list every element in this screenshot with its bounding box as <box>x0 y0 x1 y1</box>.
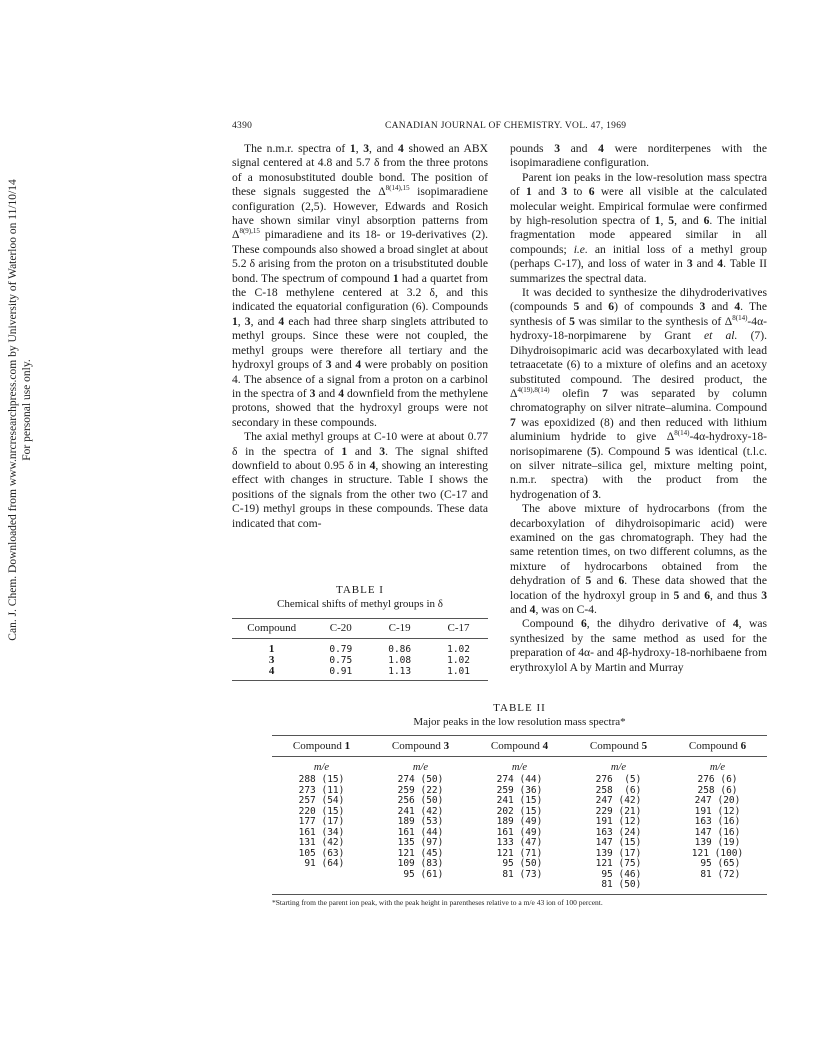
shift-cell: 1.13 <box>370 666 429 681</box>
compound-ref: 3 <box>554 142 560 155</box>
shift-cell: 1.01 <box>429 666 488 681</box>
compound-ref: 4 <box>598 142 604 155</box>
page-number: 4390 <box>232 121 253 131</box>
left-paragraph: The n.m.r. spectra of 1, 3, and 4 showed an ABX signal centered at 4.8 and 5.7 δ from the three protons of a monosubstituted double bond. The position of these signals suggested the $\Delta^{8(14),15}$ isopimaradiene configuration (2,5). However, Edwards and Rosich have shown similar vinyl absorption patterns from $\Delta^{8(9),15}$ pimaradiene and its 18- or 19-derivatives (2). These compounds also showed a broad singlet at about 5.2 δ arising from the proton on a trisubstituted double bond. The spectrum of compound 1 had a quartet from the C-18 methylene centered at 3.2 δ, and this indicated the equatorial configuration (6). Compounds 1, 3, and 4 each had three sharp singlets attributed to methyl groups. Since these were not coupled, the methyl groups were therefore all tertiary and the hydroxyl groups of 3 and 4 were probably on position 4. The absence of a signal from a proton on a carbinol in the spectra of 3 and 4 downfield from the methylene protons, showed that the hydroxyl groups were not secondary in these compounds. <box>232 142 489 429</box>
peak-value: 276 (6) <box>697 774 738 785</box>
compound-ref: 4 <box>717 257 724 271</box>
mz-label: m/e <box>313 762 330 773</box>
compound-number: 6 <box>740 740 747 752</box>
compound-ref: 6 <box>588 185 595 199</box>
peak-value: 95 (65) <box>694 858 741 869</box>
peak-value: 121 (100) <box>691 847 744 859</box>
table-2-col-header: Compound 5 <box>569 736 668 757</box>
compound-ref: 5 <box>673 588 680 602</box>
table-2-caption: Major peaks in the low resolution mass spectra* <box>413 716 626 728</box>
download-notice-line2: For personal use only. <box>21 359 33 461</box>
shift-cell: 0.91 <box>311 666 370 681</box>
peak-value: 220 (15) <box>298 805 345 817</box>
peak-value: 288 (15) <box>298 774 345 785</box>
superscript: 8(14),15 <box>385 184 410 193</box>
peak-value: 81 (72) <box>694 868 741 880</box>
compound-cell: 1 <box>268 643 275 655</box>
peak-value: 95 (46) <box>595 868 642 880</box>
compound-ref: 5 <box>664 444 671 458</box>
peak-value: 276 (5) <box>595 774 642 785</box>
superscript: 4(19),8(14) <box>517 386 550 395</box>
table-1-grid <box>232 618 488 681</box>
peak-value: 121 (75) <box>595 858 642 869</box>
peak-value: 81 (73) <box>496 868 543 880</box>
table-1-col-header: C-19 <box>370 619 429 639</box>
peak-value: 258 (6) <box>697 784 738 796</box>
peak-value: 135 (97) <box>397 837 444 848</box>
italic-text: et al. <box>703 329 738 343</box>
peak-value: 189 (53) <box>397 816 444 827</box>
shift-cell: 0.79 <box>329 644 353 655</box>
compound-ref: 6 <box>608 300 615 314</box>
table-1-header-row <box>232 619 488 639</box>
peak-value: 247 (42) <box>595 795 642 806</box>
peak-value: 161 (44) <box>397 826 444 838</box>
left-paragraph: The axial methyl groups at C-10 were at about 0.77 δ in the spectra of 1 and 3. The signal shifted downfield to about 0.95 δ in 4, showing an interesting effect with changes in structure. Table I shows the positions of the signals from the other two (C-17 and C-19) methyl groups in these compounds. These data indicated that com- <box>232 430 488 530</box>
shift-cell: 0.86 <box>388 644 412 655</box>
compound-ref: 6 <box>703 214 710 228</box>
journal-title: CANADIAN JOURNAL OF CHEMISTRY. VOL. 47, 1969 <box>385 121 627 131</box>
compound-ref: 3 <box>363 142 370 155</box>
table-1-col-header: C-17 <box>429 619 488 639</box>
peak-value: 163 (16) <box>694 816 741 827</box>
table-2-unit-row <box>272 757 767 775</box>
peak-value: 241 (15) <box>496 795 543 806</box>
compound-ref: 3 <box>244 314 251 328</box>
peak-value: 105 (63) <box>298 847 345 859</box>
compound-ref: 1 <box>392 271 399 285</box>
mz-label: m/e <box>610 762 627 773</box>
compound-ref: 3 <box>592 487 599 501</box>
table-1-col-header: Compound <box>232 619 311 639</box>
peak-value: 258 (6) <box>595 784 642 796</box>
peak-value: 161 (34) <box>298 826 345 838</box>
compound-ref: 3 <box>686 257 693 271</box>
compound-ref: 4 <box>369 458 376 472</box>
compound-ref: 5 <box>569 314 575 328</box>
peak-value: 139 (19) <box>694 837 741 848</box>
table-2-label: TABLE II <box>493 702 546 714</box>
compound-ref: 6 <box>704 588 711 602</box>
compound-ref: 3 <box>761 588 767 602</box>
peak-value: 91 (64) <box>298 858 345 869</box>
left-column <box>232 142 488 531</box>
table-1-label: TABLE I <box>336 584 384 596</box>
table-2-col-header: Compound 6 <box>668 736 767 757</box>
peak-value: 109 (83) <box>397 858 444 869</box>
peak-column <box>569 774 668 894</box>
table-1-caption: Chemical shifts of methyl groups in δ <box>277 598 443 610</box>
peak-value: 189 (49) <box>496 816 543 827</box>
right-paragraph: Parent ion peaks in the low-resolution mass spectra of 1 and 3 to 6 were all visible at the calculated molecular weight. Empirical formulae were confirmed by high-resolution spectra of 1, 5, and 6. The initial fragmentation mode appeared similar in all compounds; i.e. an initial loss of a methyl group (perhaps C-17), and loss of water in 3 and 4. Table II summarizes the spectral data. <box>510 170 768 285</box>
compound-ref: 1 <box>654 214 661 228</box>
table-1 <box>232 583 488 681</box>
compound-ref: 6 <box>618 574 625 588</box>
compound-ref: 5 <box>585 574 592 588</box>
compound-ref: 4 <box>529 603 536 616</box>
peak-column <box>371 774 470 894</box>
table-row <box>232 666 488 681</box>
peak-value: 163 (24) <box>595 826 642 838</box>
compound-ref: 4 <box>338 386 345 400</box>
compound-ref: 3 <box>309 386 316 400</box>
peak-value: 147 (15) <box>595 837 642 848</box>
right-paragraph: The above mixture of hydrocarbons (from the decarboxylation of dihydroisopimaric acid) were examined on the gas chromatograph. They had the same retention times, on two different columns, as the mixture of hydrocarbons obtained from the dehydration of 5 and 6. These data showed that the location of the hydroxyl group in 5 and 6, and thus 3 and 4, was on C-4. <box>510 502 767 616</box>
peak-value: 139 (17) <box>595 847 642 859</box>
compound-ref: 3 <box>325 358 332 372</box>
peak-value: 247 (20) <box>694 795 741 806</box>
table-2-header-row <box>272 736 767 757</box>
compound-ref: 3 <box>379 444 386 458</box>
peak-value: 229 (21) <box>595 805 642 817</box>
table-2-data-row <box>272 774 767 894</box>
peak-value: 191 (12) <box>595 816 642 827</box>
compound-ref: 1 <box>341 444 348 458</box>
table-2-footnote: *Starting from the parent ion peak, with the peak height in parentheses relative to a m/e 43 ion of 100 percent. <box>272 897 603 907</box>
peak-value: 202 (15) <box>496 805 543 817</box>
compound-number: 4 <box>542 740 549 752</box>
table-2-col-header: Compound 4 <box>470 736 569 757</box>
peak-value: 121 (71) <box>496 847 543 859</box>
download-notice <box>0 0 50 820</box>
peak-value: 95 (61) <box>397 868 444 880</box>
peak-value: 161 (49) <box>496 826 543 838</box>
shift-cell: 1.02 <box>447 644 470 655</box>
shift-cell: 1.02 <box>447 655 470 666</box>
table-1-col-header: C-20 <box>311 619 370 639</box>
superscript: 8(9),15 <box>239 227 260 236</box>
peak-column <box>668 774 767 894</box>
peak-value: 259 (36) <box>496 784 543 796</box>
peak-value: 131 (42) <box>298 837 345 848</box>
peak-value: 241 (42) <box>397 805 444 817</box>
compound-ref: 1 <box>232 314 238 328</box>
peak-value: 259 (22) <box>397 784 444 796</box>
peak-value: 257 (54) <box>298 795 345 806</box>
compound-ref: 3 <box>699 300 706 314</box>
peak-value: 274 (50) <box>397 774 444 785</box>
table-2 <box>272 701 767 907</box>
compound-ref: 4 <box>732 617 739 631</box>
peak-value: 81 (50) <box>595 879 642 890</box>
compound-number: 3 <box>443 740 450 752</box>
table-2-col-header: Compound 1 <box>272 736 371 757</box>
peak-value: 95 (50) <box>496 858 543 869</box>
compound-ref: 5 <box>668 214 675 228</box>
table-2-grid <box>272 735 767 895</box>
mz-label: m/e <box>709 762 726 773</box>
compound-ref: 4 <box>398 142 404 155</box>
peak-value: 256 (50) <box>397 795 444 806</box>
compound-ref: 5 <box>573 300 580 314</box>
peak-value: 274 (44) <box>496 774 543 785</box>
mz-label: m/e <box>412 762 429 773</box>
peak-value: 133 (47) <box>496 837 543 848</box>
compound-ref: 4 <box>278 314 285 328</box>
right-paragraph: It was decided to synthesize the dihydroderivatives (compounds 5 and 6) of compounds 3 and 4. The synthesis of 5 was similar to the synthesis of $\Delta^{8(14)}-4\alpha-hydroxy-18$-norpimarene by Grant et al. (7). Dihydroisopimaric acid was decarboxylated with lead tetraacetate (6) to a mixture of olefins and an acetoxy substituted compound. The desired product, the $\Delta^{4(19),8(14)}$ olefin 7 was separated by column chromatography on silver nitrate–alumina. Compound 7 was epoxidized (8) and then reduced with lithium aluminium hydride to give $\Delta^{8(14)}-4\alpha-hydroxy-18$-norisopimarene (5). Compound 5 was identical (t.l.c. on silver nitrate–silica gel, mixture melting point, n.m.r. spectra) with the product from the hydrogenation of 3. <box>510 286 768 501</box>
download-notice-line1: Can. J. Chem. Downloaded from www.nrcresearchpress.com by University of Waterloo on 11/10/14 <box>7 179 19 641</box>
compound-ref: 7 <box>510 415 516 429</box>
table-2-col-header: Compound 3 <box>371 736 470 757</box>
shift-cell: 0.75 <box>329 655 353 666</box>
compound-ref: 1 <box>526 185 532 199</box>
table-row <box>232 639 488 656</box>
italic-text: i.e. <box>573 242 588 256</box>
peak-value: 121 (45) <box>397 847 444 859</box>
right-paragraph: pounds 3 and 4 were norditerpenes with the isopimaradiene configuration. <box>510 142 767 170</box>
compound-ref: 7 <box>602 386 608 400</box>
peak-column <box>272 774 371 894</box>
peak-column <box>470 774 569 894</box>
compound-number: 1 <box>344 740 351 752</box>
compound-ref: 4 <box>734 300 741 314</box>
shift-cell: 1.08 <box>388 655 412 666</box>
mz-label: m/e <box>511 762 528 773</box>
right-column <box>510 142 767 675</box>
peak-value: 177 (17) <box>298 816 345 827</box>
compound-number: 5 <box>641 740 648 752</box>
compound-cell: 4 <box>232 666 311 681</box>
compound-ref: 1 <box>349 142 356 155</box>
peak-value: 273 (11) <box>298 784 345 796</box>
compound-ref: 4 <box>355 358 362 372</box>
compound-ref: 5 <box>590 444 597 458</box>
superscript: 8(14) <box>732 314 748 323</box>
peak-value: 147 (16) <box>694 826 741 838</box>
compound-ref: 6 <box>580 617 587 631</box>
right-paragraph: Compound 6, the dihydro derivative of 4, was synthesized by the same method as used for the preparation of 4α- and 4β-hydroxy-18-norhibaene from erythroxylol A by Martin and Murray <box>510 617 767 674</box>
compound-ref: 3 <box>561 185 567 199</box>
peak-value: 191 (12) <box>694 805 741 817</box>
superscript: 8(14) <box>674 429 690 438</box>
compound-cell: 3 <box>268 654 275 666</box>
